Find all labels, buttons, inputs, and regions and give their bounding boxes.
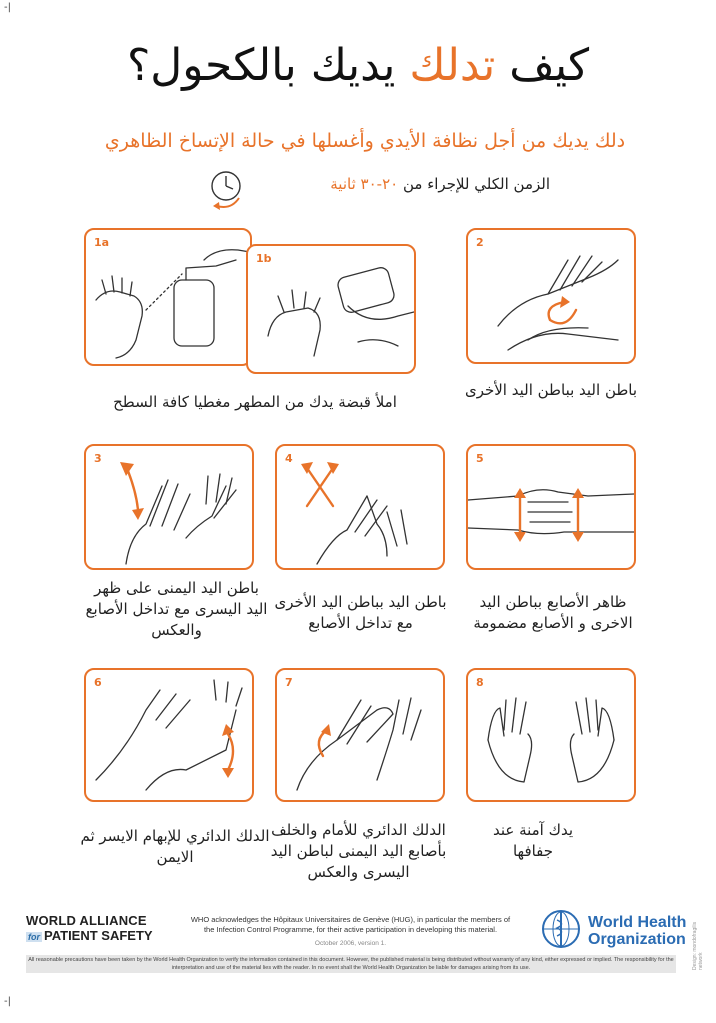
design-credit: Design: mondofragilis network: [692, 921, 704, 970]
hand-illustration: [468, 230, 634, 362]
step-1b-panel: [246, 244, 416, 374]
step-number: 2: [476, 236, 484, 249]
hand-illustration: [277, 670, 443, 800]
step-number: 4: [285, 452, 293, 465]
page-title: كيف تدلك يديك بالكحول؟: [126, 40, 590, 91]
step-caption: باطن اليد اليمنى على ظهر اليد اليسرى مع تداخل الأصابع والعكس: [85, 579, 268, 639]
step-7-panel: [275, 668, 445, 802]
crop-mark: -|: [4, 2, 11, 13]
step-number: 1b: [256, 252, 272, 265]
world-alliance-logo: WORLD ALLIANCE for PATIENT SAFETY: [26, 913, 153, 943]
page-subtitle: دلك يديك من أجل نظافة الأيدي وأغسلها في حالة الإتساخ الظاهري: [104, 130, 626, 152]
step-caption: الدلك الدائري للأمام والخلف بأصابع اليد اليمنى لباطن اليد اليسرى والعكس: [270, 821, 447, 881]
step-8-panel: [466, 668, 636, 802]
step-2-panel: [466, 228, 636, 364]
step-5-panel: [466, 444, 636, 570]
step-4-panel: [275, 444, 445, 570]
step-number: 5: [476, 452, 484, 465]
step-caption: باطن اليد بباطن اليد الأخرى مع تداخل الأصابع: [274, 593, 447, 632]
who-emblem-icon: [540, 908, 582, 950]
hand-illustration: [86, 670, 252, 800]
hand-illustration: [86, 446, 252, 568]
step-caption: ظاهر الأصابع بباطن اليد الاخرى و الأصابع مضمومة: [473, 593, 633, 632]
hand-illustration: [86, 230, 250, 364]
version-date: October 2006, version 1.: [314, 940, 387, 947]
title-highlight: تدلك: [409, 40, 496, 91]
step-caption: باطن اليد بباطن اليد الأخرى: [464, 381, 638, 399]
acknowledgement-text: WHO acknowledges the Hôpitaux Universitaires de Genève (HUG), in particular the members of the Infection Control Programme, for their active participation in developing this material.: [190, 915, 511, 934]
hand-illustration: [248, 246, 414, 372]
hand-illustration: [277, 446, 443, 568]
hand-illustration: [468, 670, 634, 800]
crop-mark: -|: [4, 996, 11, 1007]
duration-label: الزمن الكلي للإجراء من: [402, 175, 550, 193]
step-caption: املأ قبضة يدك من المطهر مغطيا كافة السطح: [113, 393, 397, 411]
step-number: 3: [94, 452, 102, 465]
disclaimer-text: All reasonable precautions have been taken by the World Health Organization to verify the information contained in this document. However, the published material is being distributed without warranty of any kind, either expressed or implied. The responsibility for the interpretation and use of the material lies with the reader. In no event shall the World Health Organization be liable for damages arising from its use.: [26, 955, 676, 973]
duration-text: [250, 175, 550, 193]
step-number: 8: [476, 676, 484, 689]
clock-icon: [207, 168, 247, 214]
step-1a-panel: [84, 228, 252, 366]
step-caption: الدلك الدائري للإبهام الايسر ثم الايمن: [80, 827, 270, 866]
duration-value: ٢٠-٣٠ ثانية: [330, 175, 399, 193]
step-number: 6: [94, 676, 102, 689]
hand-illustration: [468, 446, 634, 568]
step-number: 1a: [94, 236, 110, 249]
step-caption: يدك آمنة عند جفافها: [492, 821, 574, 860]
step-number: 7: [285, 676, 293, 689]
step-6-panel: [84, 668, 254, 802]
step-3-panel: [84, 444, 254, 570]
